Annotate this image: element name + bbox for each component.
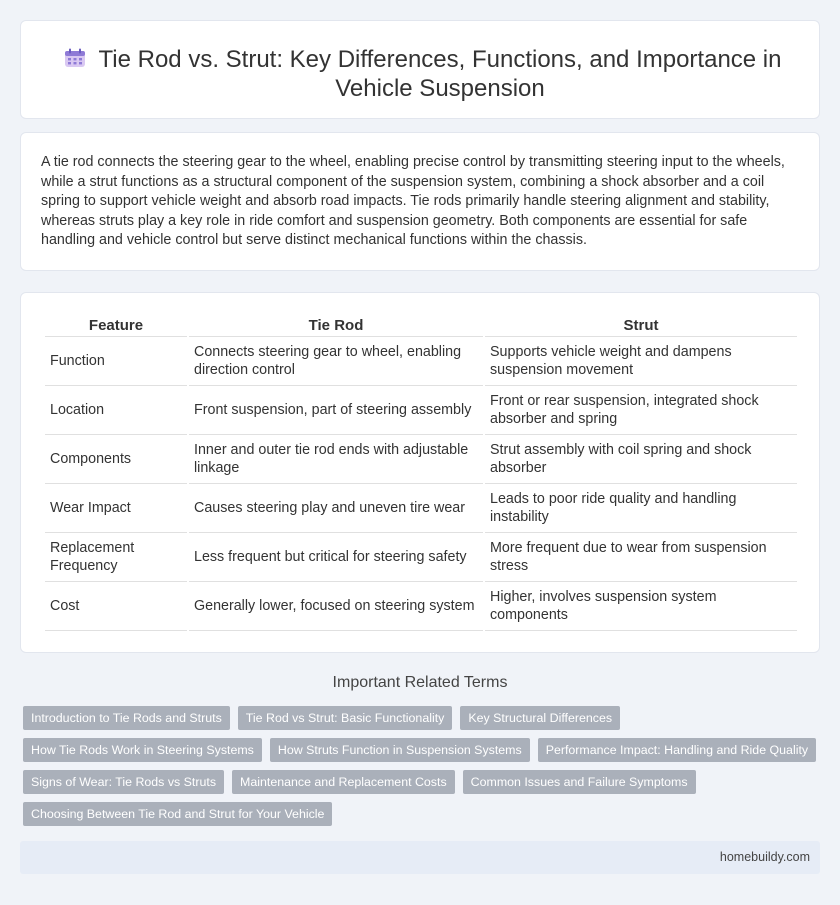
intro-card [20,132,820,271]
feature-cell: Wear Impact [45,484,187,533]
tag-row [23,738,813,770]
header-tie-rod: Tie Rod [189,315,483,337]
strut-cell: Front or rear suspension, integrated shock absorber and spring [485,386,797,435]
table-header-row [45,315,797,337]
table-row [45,533,797,582]
related-term-link[interactable]: Tie Rod vs Strut: Basic Functionality [238,706,453,730]
tie-rod-cell: Front suspension, part of steering assembly [189,386,483,435]
tag-row [23,706,813,738]
feature-cell: Location [45,386,187,435]
table-row [45,337,797,386]
comparison-card [20,292,820,653]
table-row [45,582,797,631]
related-term-link[interactable]: Performance Impact: Handling and Ride Quality [538,738,816,762]
related-term-link[interactable]: Maintenance and Replacement Costs [232,770,455,794]
footer-site-link[interactable]: homebuildy.com [719,850,810,864]
related-term-link[interactable]: Choosing Between Tie Rod and Strut for Your Vehicle [23,802,332,826]
header-feature: Feature [45,315,187,337]
related-term-link[interactable]: Common Issues and Failure Symptoms [463,770,696,794]
related-terms-list [23,706,813,834]
feature-cell: Replacement Frequency [45,533,187,582]
page-title: Tie Rod vs. Strut: Key Differences, Functions, and Importance in Vehicle Suspension [98,46,782,102]
tie-rod-cell: Causes steering play and uneven tire wear [189,484,483,533]
tie-rod-cell: Less frequent but critical for steering safety [189,533,483,582]
related-terms-title: Important Related Terms [332,674,508,691]
intro-paragraph: A tie rod connects the steering gear to the wheel, enabling precise control by transmitting steering input to the wheels, while a strut functions as a structural component of the suspension system, combining a shock absorber and a coil spring to support vehicle weight and absorb road impacts. Tie rods primarily handle steering alignment and stability, whereas struts play a key role in ride comfort and suspension geometry. Both components are essential for safe handling and vehicle control but serve distinct mechanical functions within the chassis. [41,154,785,248]
strut-cell: Leads to poor ride quality and handling instability [485,484,797,533]
related-term-link[interactable]: How Tie Rods Work in Steering Systems [23,738,262,762]
comparison-table [43,315,799,631]
header-strut: Strut [485,315,797,337]
related-term-link[interactable]: Key Structural Differences [460,706,620,730]
table-row [45,386,797,435]
table-row [45,435,797,484]
related-term-link[interactable]: Introduction to Tie Rods and Struts [23,706,230,730]
tie-rod-cell: Connects steering gear to wheel, enabling direction control [189,337,483,386]
tag-row [23,770,813,802]
table-row [45,484,797,533]
strut-cell: Higher, involves suspension system components [485,582,797,631]
feature-cell: Components [45,435,187,484]
strut-cell: Supports vehicle weight and dampens suspension movement [485,337,797,386]
related-term-link[interactable]: Signs of Wear: Tie Rods vs Struts [23,770,224,794]
tag-row [23,802,813,834]
tie-rod-cell: Inner and outer tie rod ends with adjustable linkage [189,435,483,484]
footer [20,841,820,874]
feature-cell: Cost [45,582,187,631]
strut-cell: More frequent due to wear from suspension stress [485,533,797,582]
tie-rod-cell: Generally lower, focused on steering system [189,582,483,631]
strut-cell: Strut assembly with coil spring and shock absorber [485,435,797,484]
related-term-link[interactable]: How Struts Function in Suspension Systems [270,738,530,762]
header-card [20,20,820,119]
feature-cell: Function [45,337,187,386]
